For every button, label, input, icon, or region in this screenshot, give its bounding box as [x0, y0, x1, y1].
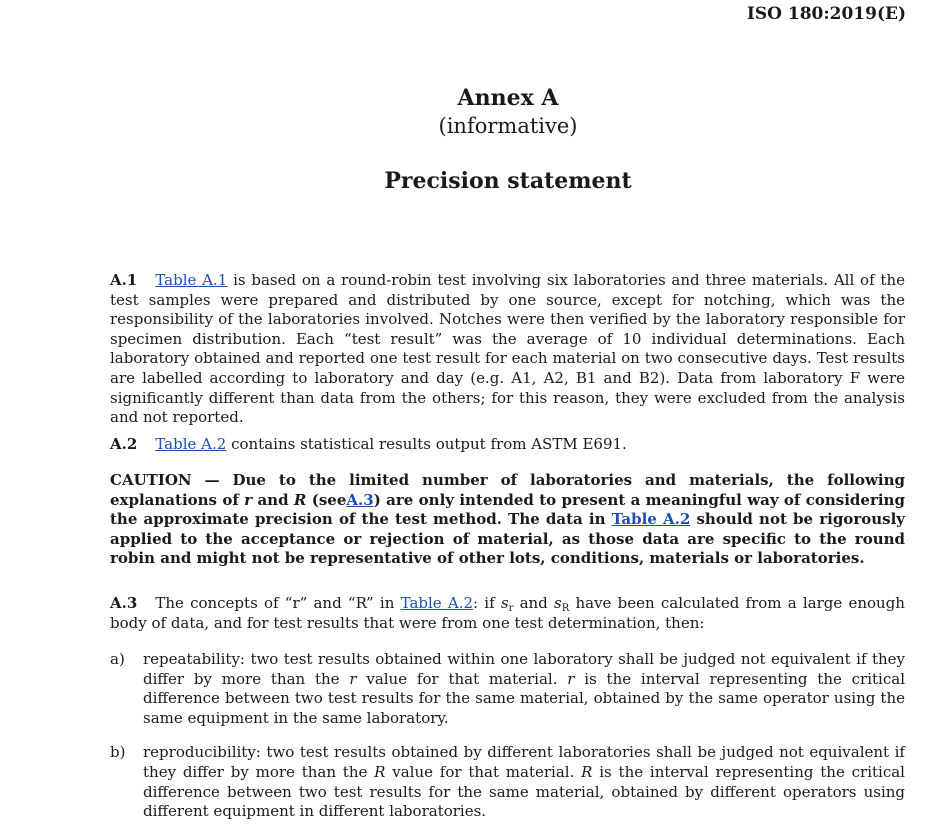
symbol-r: r: [244, 490, 253, 509]
subscript: r: [508, 603, 514, 614]
subscript: R: [561, 603, 570, 614]
caution-text: CAUTION — Due to the limited number of laboratories and materials, the following explanations of: [110, 471, 905, 509]
list-text: reproducibility: two test results obtained by different laboratories shall be judged not equivalent if they differ by more than the R value for that material. R is the interval representing the critical difference between two test results for the same material, obtained by different operators using different equipment in different laboratories.: [143, 743, 905, 821]
document-id: ISO 180:2019(E): [746, 4, 906, 24]
annex-title: Annex A: [457, 85, 559, 111]
clause-number: A.1: [110, 271, 138, 289]
annex-heading: [0, 84, 952, 195]
caution-text: and: [257, 490, 289, 509]
clause-a1: [110, 271, 905, 428]
clause-text: The concepts of “r” and “R” in: [155, 594, 395, 612]
section-heading: Precision statement: [384, 168, 632, 194]
caution-text: should not be rigorously applied to the acceptance or rejection of material, as those data are specific to the round robin and might not be representative of other lots, conditions, materials or laboratories.: [110, 510, 905, 568]
definition-list: [110, 650, 905, 837]
list-text: repeatability: two test results obtained within one laboratory shall be judged not equivalent if they differ by more than the r value for that material. r is the interval representing the critical difference between two test results for the same material, obtained by the same operator using the same equipment in the same laboratory.: [143, 650, 905, 727]
link-a3[interactable]: A.3: [346, 490, 374, 509]
link-table-a2[interactable]: Table A.2: [155, 435, 227, 453]
caution-text: ) are only intended to present a meaningful way of considering the approximate precision of the test method. The data in: [110, 490, 905, 529]
clause-a2: [110, 435, 905, 455]
clause-text: is based on a round-robin test involving six laboratories and three materials. All of the test samples were prepared and distributed by one source, except for notching, which was the responsibility of the laboratories involved. Notches were then verified by the laboratory responsible for specimen distribution. Each “test result” was the average of 10 individual determinations. Each laboratory obtained and reported one test result for each material on two consecutive days. Test results are labelled according to laboratory and day (e.g. A1, A2, B1 and B2). Data from laboratory F were significantly different than data from the others; for this reason, they were excluded from the analysis and not reported.: [110, 271, 905, 427]
list-label: a): [110, 650, 125, 668]
clause-a3: [110, 594, 905, 633]
clause-text: : if: [473, 594, 495, 612]
symbol-R: R: [293, 490, 307, 509]
clause-text: and: [519, 594, 548, 612]
clause-text: contains statistical results output from ASTM E691.: [231, 435, 627, 453]
symbol-s: s: [500, 594, 509, 612]
clause-text: have been calculated from a large enough body of data, and for test results that were from one test determination, then:: [110, 594, 905, 632]
list-item: [110, 743, 905, 821]
symbol-s: s: [554, 594, 562, 612]
link-table-a2[interactable]: Table A.2: [400, 594, 474, 612]
link-table-a2[interactable]: Table A.2: [611, 510, 691, 529]
list-item: [110, 650, 905, 728]
link-table-a1[interactable]: Table A.1: [155, 271, 228, 289]
clause-number: A.2: [110, 435, 138, 453]
clause-number: A.3: [110, 594, 138, 612]
caution-note: [110, 471, 905, 569]
list-label: b): [110, 743, 126, 762]
caution-text: (see: [311, 490, 347, 509]
annex-subtitle: (informative): [438, 114, 578, 138]
